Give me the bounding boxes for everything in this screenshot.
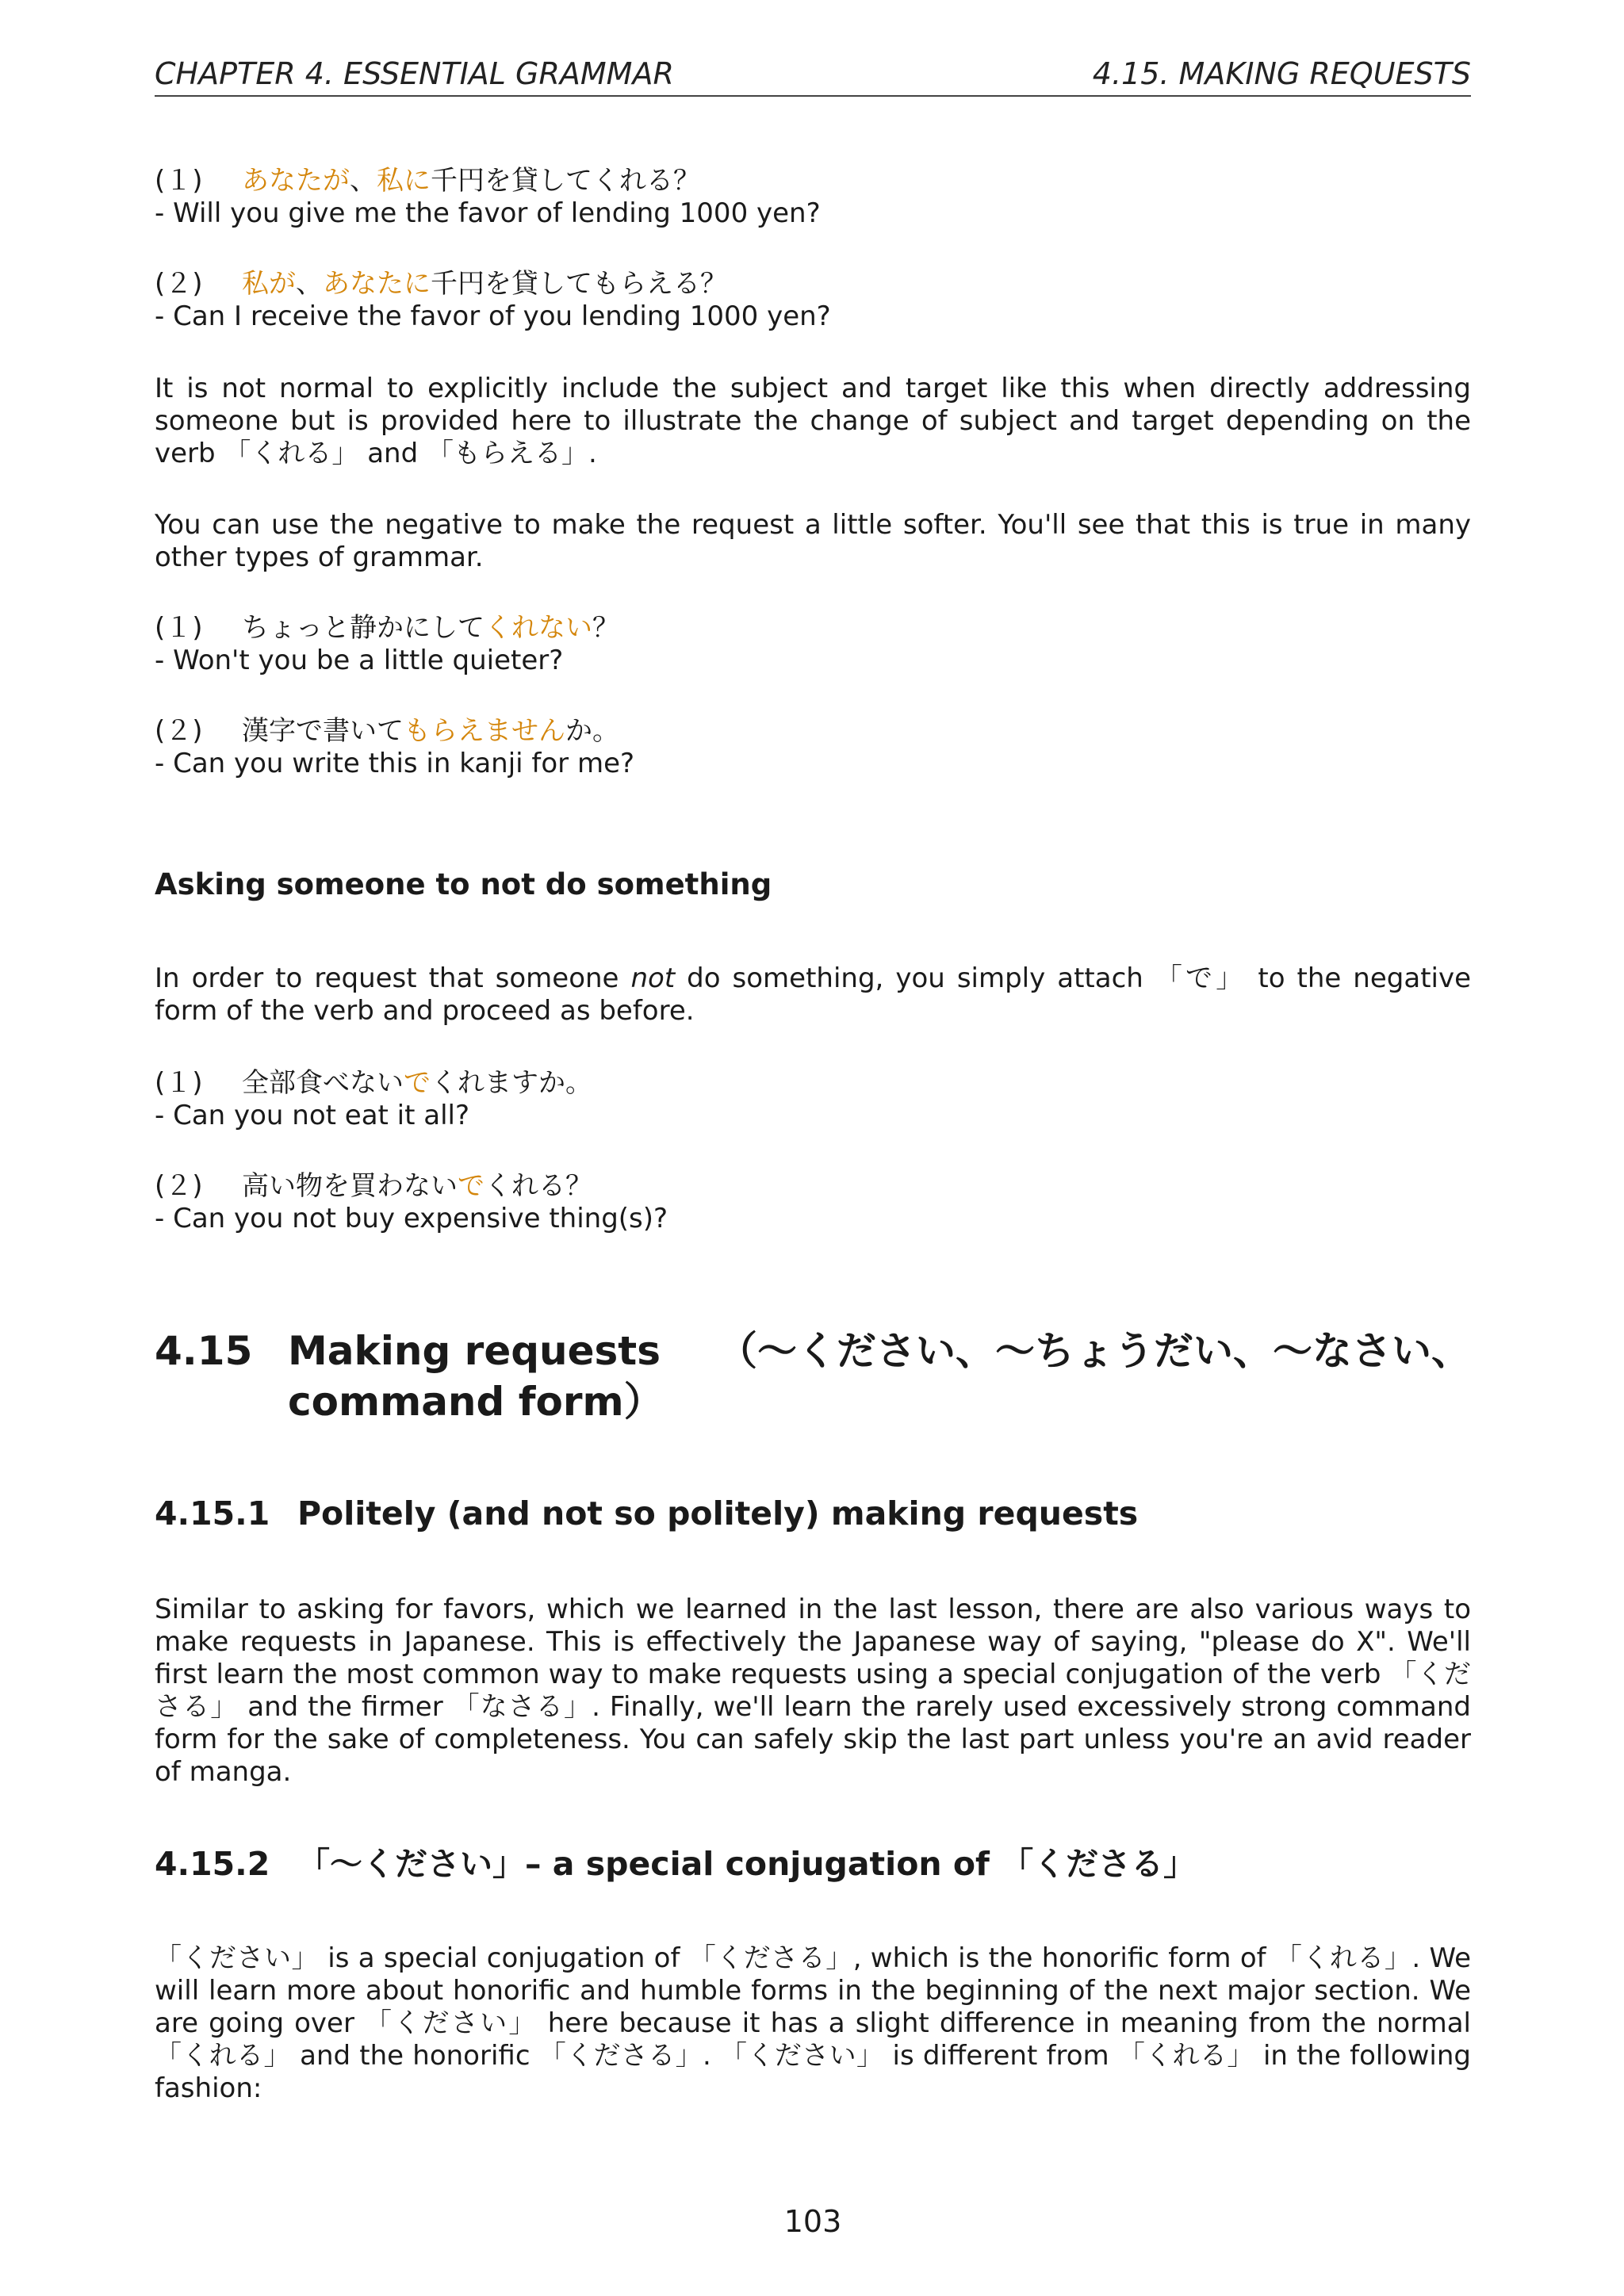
paragraph-4 <box>155 1594 1471 1789</box>
highlighted-phrase: あなたが <box>242 165 350 197</box>
example-label: (１) <box>155 612 203 644</box>
emphasis-not: not <box>630 962 676 994</box>
section-header: 4.15. MAKING REQUESTS <box>1092 56 1471 91</box>
highlighted-phrase: で <box>404 1067 431 1099</box>
example-label: (２) <box>155 1170 203 1202</box>
subheading-asking-not: Asking someone to not do something <box>155 867 772 901</box>
japanese-text: 漢字で書いて <box>242 715 404 747</box>
example-translation: - Will you give me the favor of lending 1000 yen? <box>155 197 821 229</box>
section-title: Making requests <box>288 1328 661 1374</box>
example-a2 <box>155 268 1471 333</box>
highlighted-phrase: 私が <box>242 268 296 300</box>
example-japanese <box>242 165 700 197</box>
example-label: (１) <box>155 165 203 197</box>
example-translation: - Can you not buy expensive thing(s)? <box>155 1203 668 1234</box>
example-a1 <box>155 165 1471 230</box>
highlighted-phrase: もらえません <box>404 715 565 747</box>
japanese-text: 高い物を買わない <box>242 1170 458 1202</box>
paragraph-text: It is not normal to explicitly include the subject and target like this when directly addressing someone but is provided here to illustrate the change of subject and target depending on the verb 「くれる」 and 「もらえる」. <box>155 373 1471 469</box>
page-number: 103 <box>783 2204 842 2239</box>
section-title-forms-cont: command form） <box>288 1379 664 1425</box>
example-c2 <box>155 1170 1471 1235</box>
japanese-text: 全部食べない <box>242 1067 404 1099</box>
example-translation: - Won't you be a little quieter? <box>155 645 564 676</box>
paragraph-text: You can use the negative to make the request a little softer. You'll see that this is true in many other types of grammar. <box>155 509 1471 573</box>
paragraph-2 <box>155 509 1471 574</box>
chapter-header: CHAPTER 4. ESSENTIAL GRAMMAR <box>155 56 674 91</box>
example-c1 <box>155 1067 1471 1132</box>
section-heading <box>155 1326 1471 1427</box>
running-header <box>155 52 1471 97</box>
japanese-text: ？ <box>592 612 619 644</box>
example-label: (１) <box>155 1067 203 1099</box>
highlighted-phrase: 私に <box>377 165 431 197</box>
japanese-text: 、 <box>296 268 323 300</box>
paragraph-3 <box>155 962 1471 1027</box>
section-title-forms: （〜ください、〜ちょうだい、〜なさい、 <box>718 1328 1471 1374</box>
example-label: (２) <box>155 715 203 747</box>
document-page <box>155 0 1471 2296</box>
japanese-text: 千円を貸してくれる？ <box>431 165 700 197</box>
example-translation: - Can you not eat it all? <box>155 1100 470 1131</box>
example-translation: - Can you write this in kanji for me? <box>155 748 635 779</box>
highlighted-phrase: あなたに <box>323 268 431 300</box>
japanese-text: 千円を貸してもらえる？ <box>431 268 727 300</box>
subsection-title: 「〜ください」– a special conjugation of 「くださる」 <box>297 1845 1197 1883</box>
example-japanese <box>242 268 727 300</box>
paragraph-text: Similar to asking for favors, which we learned in the last lesson, there are also various ways to make requests in Japanese. This is effectively the Japanese way of saying, "please do X". We'll first learn the most common way to make requests using a special conjugation of the verb 「くださる」 and the firmer 「なさる」. Finally, we'll learn the rarely used excessively strong command form for the sake of completeness. You can safely skip the last part unless you're an avid reader of manga. <box>155 1594 1471 1788</box>
example-japanese <box>242 1067 592 1099</box>
highlighted-phrase: くれない <box>485 612 592 644</box>
paragraph-text: In order to request that someone <box>155 962 631 994</box>
paragraph-text: 「ください」 is a special conjugation of 「くださる」, which is the honorific form of 「くれる」. We will learn more about honorific and humble forms in the beginning of the next major section. We are going over 「ください」 here because it has a slight difference in meaning from the normal 「くれる」 and the honorific 「くださる」. 「ください」 is different from 「くれる」 in the following fashion: <box>155 1942 1471 2104</box>
example-translation: - Can I receive the favor of you lending 1000 yen? <box>155 300 831 332</box>
highlighted-phrase: で <box>458 1170 485 1202</box>
subsection-number: 4.15.2 <box>155 1845 270 1883</box>
japanese-text: か。 <box>565 715 619 747</box>
paragraph-text: do something, you simply attach 「で」 to the negative form of the verb and proceed as before. <box>155 962 1472 1027</box>
subsection-heading-1 <box>155 1494 1138 1533</box>
japanese-text: ちょっと静かにして <box>242 612 485 644</box>
japanese-text: 、 <box>350 165 377 197</box>
example-japanese <box>242 612 619 644</box>
paragraph-1 <box>155 373 1471 470</box>
example-label: (２) <box>155 268 203 300</box>
subsection-title: Politely (and not so politely) making requests <box>297 1494 1139 1533</box>
example-japanese <box>242 1170 592 1202</box>
subsection-number: 4.15.1 <box>155 1494 270 1533</box>
section-number: 4.15 <box>155 1328 253 1374</box>
japanese-text: くれる？ <box>485 1170 592 1202</box>
subsection-heading-2 <box>155 1844 1196 1884</box>
japanese-text: くれますか。 <box>431 1067 592 1099</box>
example-japanese <box>242 715 619 747</box>
paragraph-5 <box>155 1942 1471 2105</box>
example-b1 <box>155 612 1471 677</box>
example-b2 <box>155 715 1471 780</box>
